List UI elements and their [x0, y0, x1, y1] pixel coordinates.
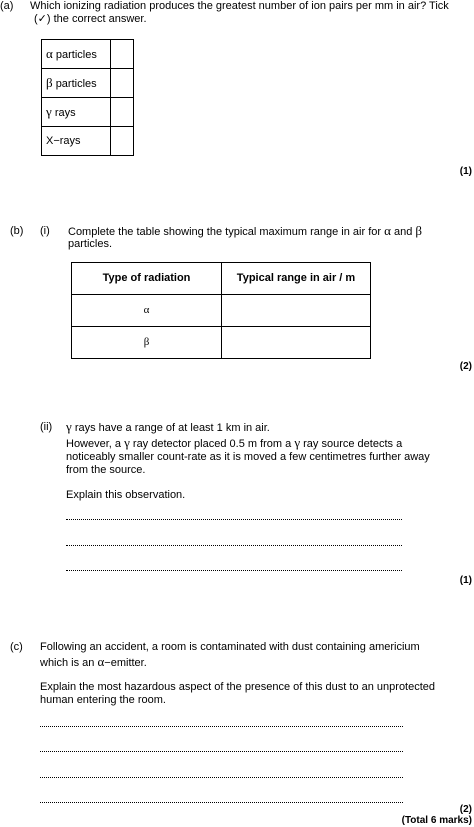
part-b-ii-line4: from the source. [66, 464, 146, 476]
part-a-options-table [41, 39, 134, 156]
answer-line-c-4[interactable] [40, 802, 403, 803]
part-c-label: (c) [10, 641, 23, 653]
part-a-question-line2: (✓) the correct answer. [34, 13, 147, 25]
part-b-ii-line2: However, a γ ray detector placed 0.5 m from a γ ray source detects a [66, 435, 403, 450]
part-c-instruction-line2: human entering the room. [40, 694, 166, 706]
answer-line-c-1[interactable] [40, 726, 403, 727]
range-table-header [72, 263, 371, 295]
radiation-alpha: α [72, 295, 222, 327]
range-row-alpha [72, 295, 371, 327]
answer-line-c-2[interactable] [40, 751, 403, 752]
part-c-instruction-line1: Explain the most hazardous aspect of the presence of this dust to an unprotected [40, 681, 436, 693]
header-typical-range: Typical range in air / m [222, 263, 371, 295]
range-table [71, 262, 371, 359]
option-label: γ rays [42, 98, 111, 127]
part-a-question-line1: Which ionizing radiation produces the greatest number of ion pairs per mm in air? Tick [30, 0, 449, 12]
part-c-line1: Following an accident, a room is contaminated with dust containing americium [40, 641, 420, 653]
option-row-beta [42, 69, 134, 98]
range-row-beta [72, 327, 371, 359]
part-b-ii-instruction: Explain this observation. [66, 489, 186, 501]
part-b-label: (b) [10, 225, 24, 237]
part-b-ii-marks: (1) [459, 575, 472, 586]
tick-box-gamma[interactable] [111, 98, 134, 127]
total-marks: (Total 6 marks) [401, 815, 472, 826]
part-b-i-label: (i) [40, 225, 50, 237]
part-b-ii-line3: noticeably smaller count-rate as it is moved a few centimetres further away [66, 451, 430, 463]
answer-line-b-ii-1[interactable] [66, 519, 402, 520]
option-label: X−rays [42, 127, 111, 156]
option-label: β particles [42, 69, 111, 98]
part-b-i-question-line1: Complete the table showing the typical maximum range in air for α and β [68, 223, 423, 238]
option-row-gamma [42, 98, 134, 127]
tick-box-xrays[interactable] [111, 127, 134, 156]
option-label: α particles [42, 40, 111, 69]
part-b-i-marks: (2) [459, 361, 472, 372]
part-b-ii-line1: γ rays have a range of at least 1 km in air. [66, 419, 270, 434]
part-b-ii-label: (ii) [40, 421, 53, 433]
option-row-alpha [42, 40, 134, 69]
answer-line-b-ii-2[interactable] [66, 545, 402, 546]
option-row-xrays [42, 127, 134, 156]
answer-line-c-3[interactable] [40, 777, 403, 778]
range-input-alpha[interactable] [222, 295, 371, 327]
range-input-beta[interactable] [222, 327, 371, 359]
part-a-label: (a) [0, 0, 14, 12]
tick-box-beta[interactable] [111, 69, 134, 98]
answer-line-b-ii-3[interactable] [66, 570, 402, 571]
part-b-i-question-line2: particles. [68, 238, 113, 250]
part-a-marks: (1) [459, 166, 472, 177]
tick-box-alpha[interactable] [111, 40, 134, 69]
part-c-line2: which is an α−emitter. [40, 654, 147, 669]
part-c-marks: (2) [459, 804, 472, 815]
radiation-beta: β [72, 327, 222, 359]
header-type-of-radiation: Type of radiation [72, 263, 222, 295]
